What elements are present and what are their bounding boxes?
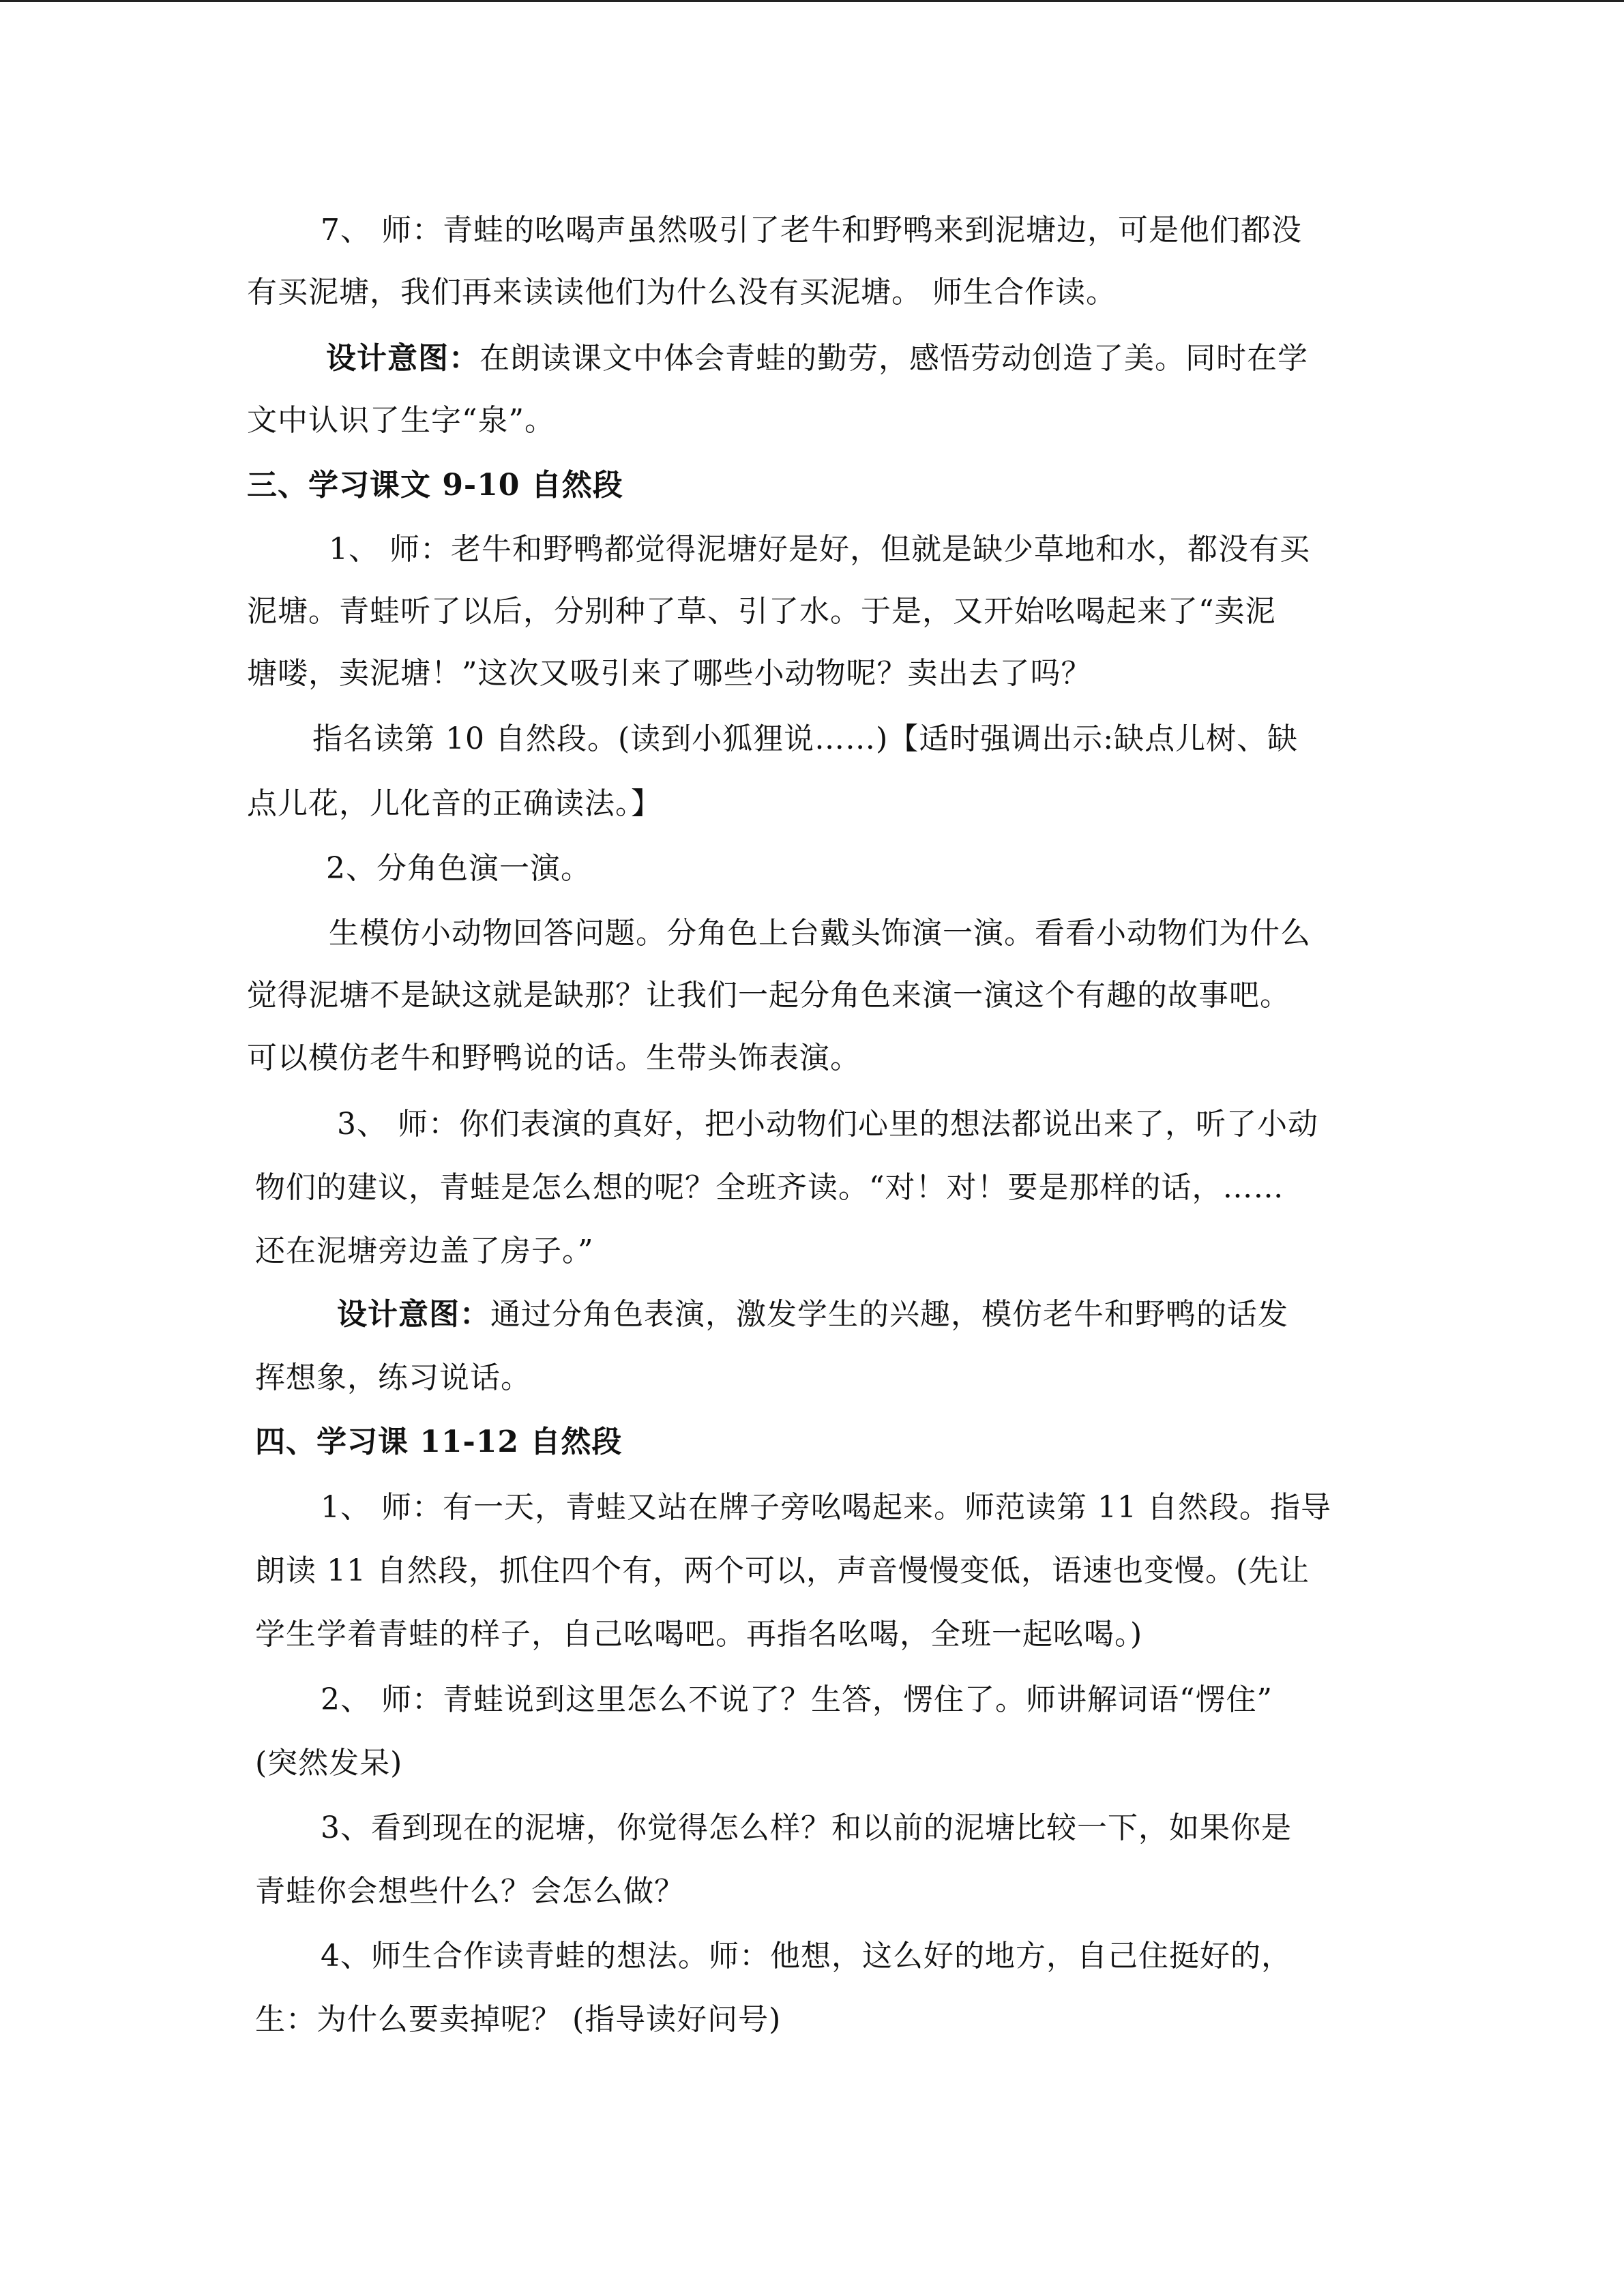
- design-intent-label: 设计意图：: [337, 1297, 490, 1332]
- s4-item-2-line-1: 2、 师：青蛙说到这里怎么不说了？生答，愣住了。师讲解词语“愣住”: [321, 1682, 1273, 1717]
- item-2: 2、分角色演一演。: [326, 851, 591, 886]
- s4-item-4-line-1: 4、师生合作读青蛙的想法。师：他想，这么好的地方，自己住挺好的，: [321, 1939, 1292, 1973]
- section-heading-4: 四、学习课 11-12 自然段: [255, 1425, 623, 1459]
- s4-item-1-line-3: 学生学着青蛙的样子，自己吆喝吧。再指名吆喝，全班一起吆喝。): [255, 1617, 1143, 1652]
- item-3-line-3: 还在泥塘旁边盖了房子。”: [255, 1234, 594, 1268]
- s4-item-4-line-2: 生：为什么要卖掉呢？ (指导读好问号): [255, 2002, 782, 2037]
- item-3-line-2: 物们的建议，青蛙是怎么想的呢？全班齐读。“对！对！要是那样的话，……: [255, 1170, 1284, 1205]
- design-intent-1-line-1: [326, 340, 1308, 378]
- design-intent-label: 设计意图：: [326, 341, 479, 376]
- design-intent-text: 通过分角色表演，激发学生的兴趣，模仿老牛和野鸭的话发: [490, 1297, 1288, 1332]
- design-intent-2-line-1: [337, 1296, 1288, 1334]
- item-1-line-3: 塘喽，卖泥塘！”这次又吸引来了哪些小动物呢？卖出去了吗？: [247, 656, 1092, 691]
- section-7-line-1: 7、 师：青蛙的吆喝声虽然吸引了老牛和野鸭来到泥塘边，可是他们都没: [321, 213, 1302, 248]
- reading-note-line-1: 指名读第 10 自然段。(读到小狐狸说……)【适时强调出示:缺点儿树、缺: [312, 721, 1299, 756]
- roleplay-line-3: 可以模仿老牛和野鸭说的话。生带头饰表演。: [247, 1041, 861, 1075]
- item-1-line-1: 1、 师：老牛和野鸭都觉得泥塘好是好，但就是缺少草地和水，都没有买: [329, 532, 1310, 567]
- s4-item-3-line-2: 青蛙你会想些什么？会怎么做？: [255, 1874, 685, 1909]
- design-intent-1-line-2: 文中认识了生字“泉”。: [247, 403, 555, 438]
- roleplay-line-1: 生模仿小动物回答问题。分角色上台戴头饰演一演。看看小动物们为什么: [329, 916, 1311, 951]
- roleplay-line-2: 觉得泥塘不是缺这就是缺那？让我们一起分角色来演一演这个有趣的故事吧。: [247, 978, 1290, 1013]
- s4-item-1-line-1: 1、 师：有一天，青蛙又站在牌子旁吆喝起来。师范读第 11 自然段。指导: [321, 1490, 1331, 1525]
- design-intent-text: 在朗读课文中体会青蛙的勤劳，感悟劳动创造了美。同时在学: [479, 341, 1308, 376]
- s4-item-2-line-2: (突然发呆): [255, 1746, 403, 1780]
- section-7-line-2: 有买泥塘，我们再来读读他们为什么没有买泥塘。 师生合作读。: [247, 275, 1117, 310]
- section-heading-3: 三、学习课文 9-10 自然段: [247, 468, 623, 503]
- reading-note-line-2: 点儿花，儿化音的正确读法。】: [247, 786, 662, 821]
- design-intent-2-line-2: 挥想象，练习说话。: [255, 1360, 531, 1395]
- item-3-line-1: 3、 师：你们表演的真好，把小动物们心里的想法都说出来了，听了小动: [337, 1107, 1318, 1142]
- s4-item-1-line-2: 朗读 11 自然段，抓住四个有，两个可以，声音慢慢变低，语速也变慢。(先让: [255, 1553, 1310, 1588]
- item-1-line-2: 泥塘。青蛙听了以后，分别种了草、引了水。于是，又开始吆喝起来了“卖泥: [247, 594, 1276, 629]
- s4-item-3-line-1: 3、看到现在的泥塘，你觉得怎么样？和以前的泥塘比较一下，如果你是: [321, 1810, 1292, 1845]
